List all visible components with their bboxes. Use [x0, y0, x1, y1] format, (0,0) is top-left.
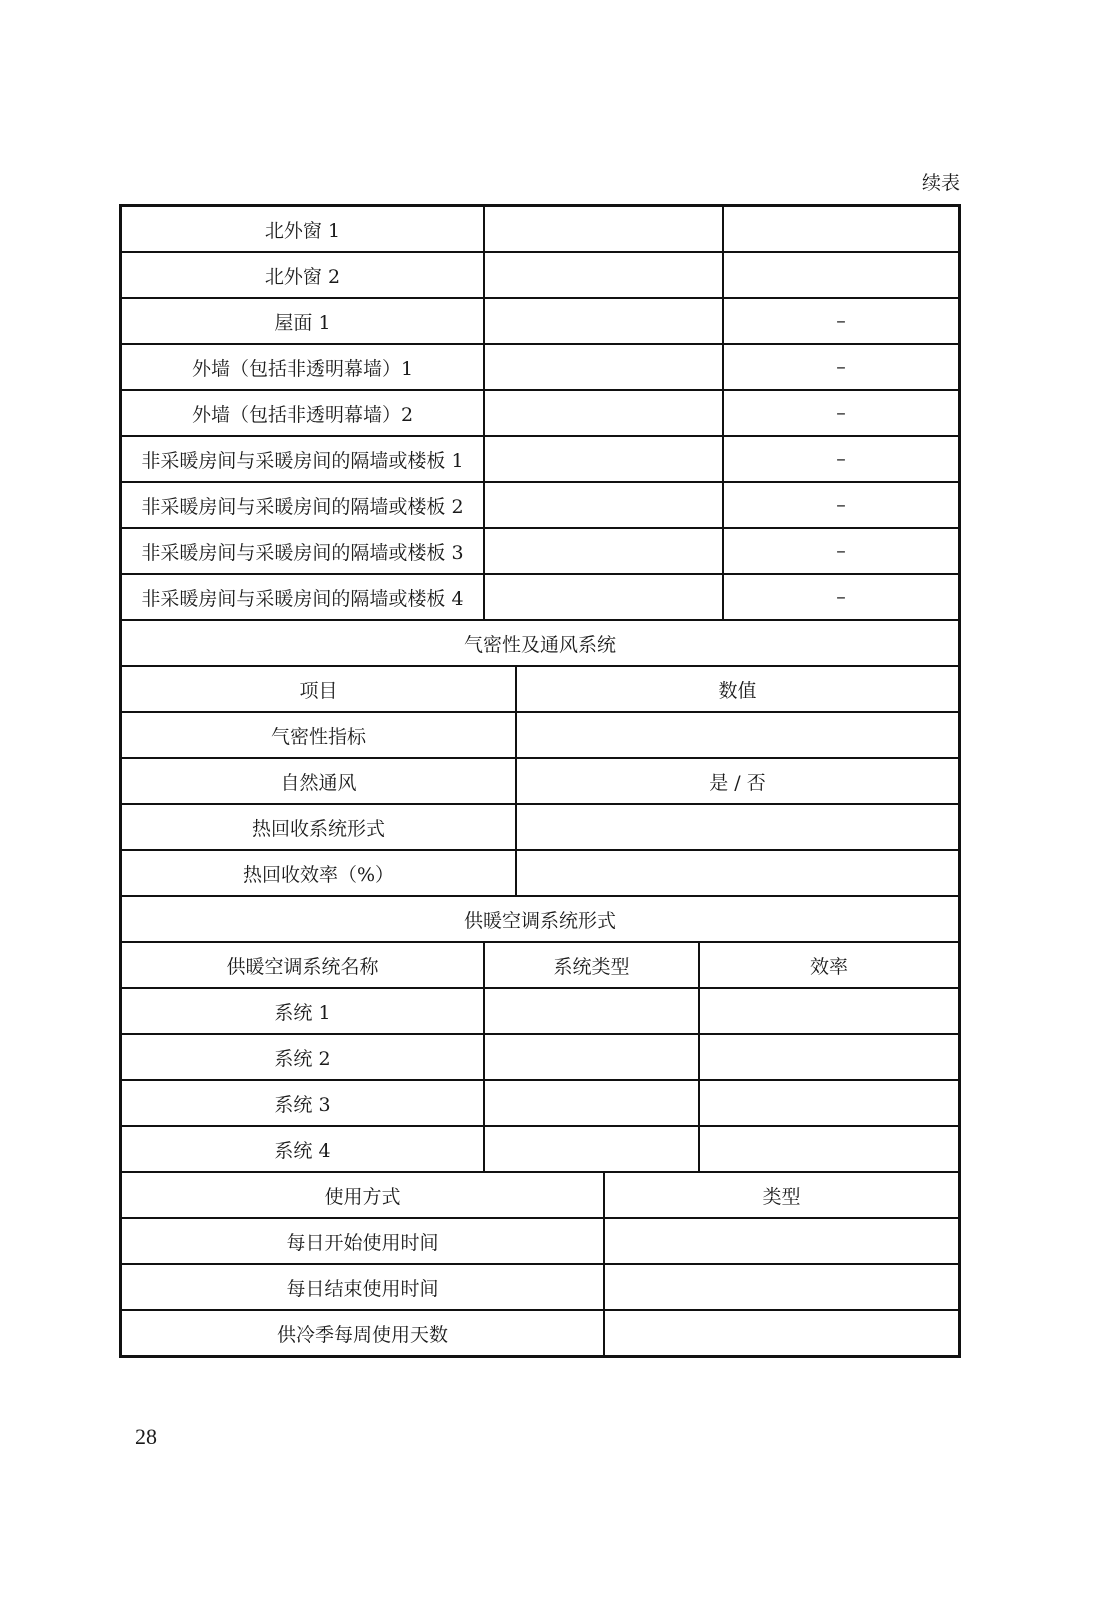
row-value — [516, 850, 958, 896]
row-type — [484, 1034, 699, 1080]
row-name: 非采暖房间与采暖房间的隔墙或楼板 1 — [122, 436, 484, 482]
column-header: 数值 — [516, 666, 958, 712]
row-name: 北外窗 2 — [122, 252, 484, 298]
column-header: 使用方式 — [122, 1173, 604, 1218]
row-name: 系统 3 — [122, 1080, 484, 1126]
column-header: 项目 — [122, 666, 516, 712]
row-col3 — [723, 252, 958, 298]
envelope-table — [122, 207, 958, 621]
row-col3: – — [723, 574, 958, 620]
row-item: 供冷季每周使用天数 — [122, 1310, 604, 1357]
usage-table — [122, 1173, 958, 1358]
row-name: 系统 1 — [122, 988, 484, 1034]
row-col3 — [723, 207, 958, 252]
table-row — [122, 1218, 958, 1264]
table-row — [122, 988, 958, 1034]
row-name: 非采暖房间与采暖房间的隔墙或楼板 4 — [122, 574, 484, 620]
hvac-section-title: 供暖空调系统形式 — [122, 897, 958, 942]
airtight-section-title: 气密性及通风系统 — [122, 621, 958, 666]
table-row — [122, 758, 958, 804]
header-row — [122, 666, 958, 712]
row-col2 — [484, 298, 723, 344]
row-type — [484, 1080, 699, 1126]
row-efficiency — [699, 1034, 958, 1080]
hvac-table — [122, 897, 958, 1173]
row-item: 气密性指标 — [122, 712, 516, 758]
row-col2 — [484, 390, 723, 436]
header-row — [122, 942, 958, 988]
row-col2 — [484, 436, 723, 482]
table-row — [122, 1034, 958, 1080]
table-row — [122, 482, 958, 528]
row-name: 非采暖房间与采暖房间的隔墙或楼板 2 — [122, 482, 484, 528]
table-row — [122, 1264, 958, 1310]
row-col3: – — [723, 528, 958, 574]
table-row — [122, 252, 958, 298]
airtight-table — [122, 621, 958, 897]
row-col2 — [484, 574, 723, 620]
row-item: 每日结束使用时间 — [122, 1264, 604, 1310]
row-value — [516, 804, 958, 850]
section-title-row — [122, 621, 958, 666]
row-item: 热回收效率（%） — [122, 850, 516, 896]
table-row — [122, 390, 958, 436]
row-name: 外墙（包括非透明幕墙）1 — [122, 344, 484, 390]
table-row — [122, 574, 958, 620]
table-row — [122, 436, 958, 482]
section-title-row — [122, 897, 958, 942]
row-item: 热回收系统形式 — [122, 804, 516, 850]
row-name: 北外窗 1 — [122, 207, 484, 252]
row-item: 自然通风 — [122, 758, 516, 804]
table-row — [122, 207, 958, 252]
row-col2 — [484, 344, 723, 390]
table-row — [122, 1080, 958, 1126]
column-header: 类型 — [604, 1173, 958, 1218]
row-name: 屋面 1 — [122, 298, 484, 344]
row-col3: – — [723, 436, 958, 482]
data-table — [119, 204, 961, 1358]
row-col3: – — [723, 390, 958, 436]
header-row — [122, 1173, 958, 1218]
table-row — [122, 344, 958, 390]
row-name: 系统 2 — [122, 1034, 484, 1080]
row-type — [484, 1126, 699, 1172]
table-row — [122, 298, 958, 344]
row-col2 — [484, 207, 723, 252]
column-header: 供暖空调系统名称 — [122, 942, 484, 988]
row-value: 是 / 否 — [516, 758, 958, 804]
table-row — [122, 850, 958, 896]
page-number: 28 — [135, 1424, 157, 1449]
row-col3: – — [723, 482, 958, 528]
row-name: 外墙（包括非透明幕墙）2 — [122, 390, 484, 436]
row-col2 — [484, 482, 723, 528]
row-efficiency — [699, 988, 958, 1034]
row-type — [484, 988, 699, 1034]
table-row — [122, 804, 958, 850]
table-row — [122, 1310, 958, 1357]
row-col3: – — [723, 298, 958, 344]
table-row — [122, 528, 958, 574]
row-efficiency — [699, 1080, 958, 1126]
row-efficiency — [699, 1126, 958, 1172]
row-value — [604, 1218, 958, 1264]
row-value — [604, 1310, 958, 1357]
row-item: 每日开始使用时间 — [122, 1218, 604, 1264]
row-name: 系统 4 — [122, 1126, 484, 1172]
row-value — [516, 712, 958, 758]
row-name: 非采暖房间与采暖房间的隔墙或楼板 3 — [122, 528, 484, 574]
table-row — [122, 1126, 958, 1172]
row-col2 — [484, 528, 723, 574]
table-row — [122, 712, 958, 758]
continued-label: 续表 — [921, 172, 960, 194]
column-header: 系统类型 — [484, 942, 699, 988]
column-header: 效率 — [699, 942, 958, 988]
row-col3: – — [723, 344, 958, 390]
row-col2 — [484, 252, 723, 298]
row-value — [604, 1264, 958, 1310]
